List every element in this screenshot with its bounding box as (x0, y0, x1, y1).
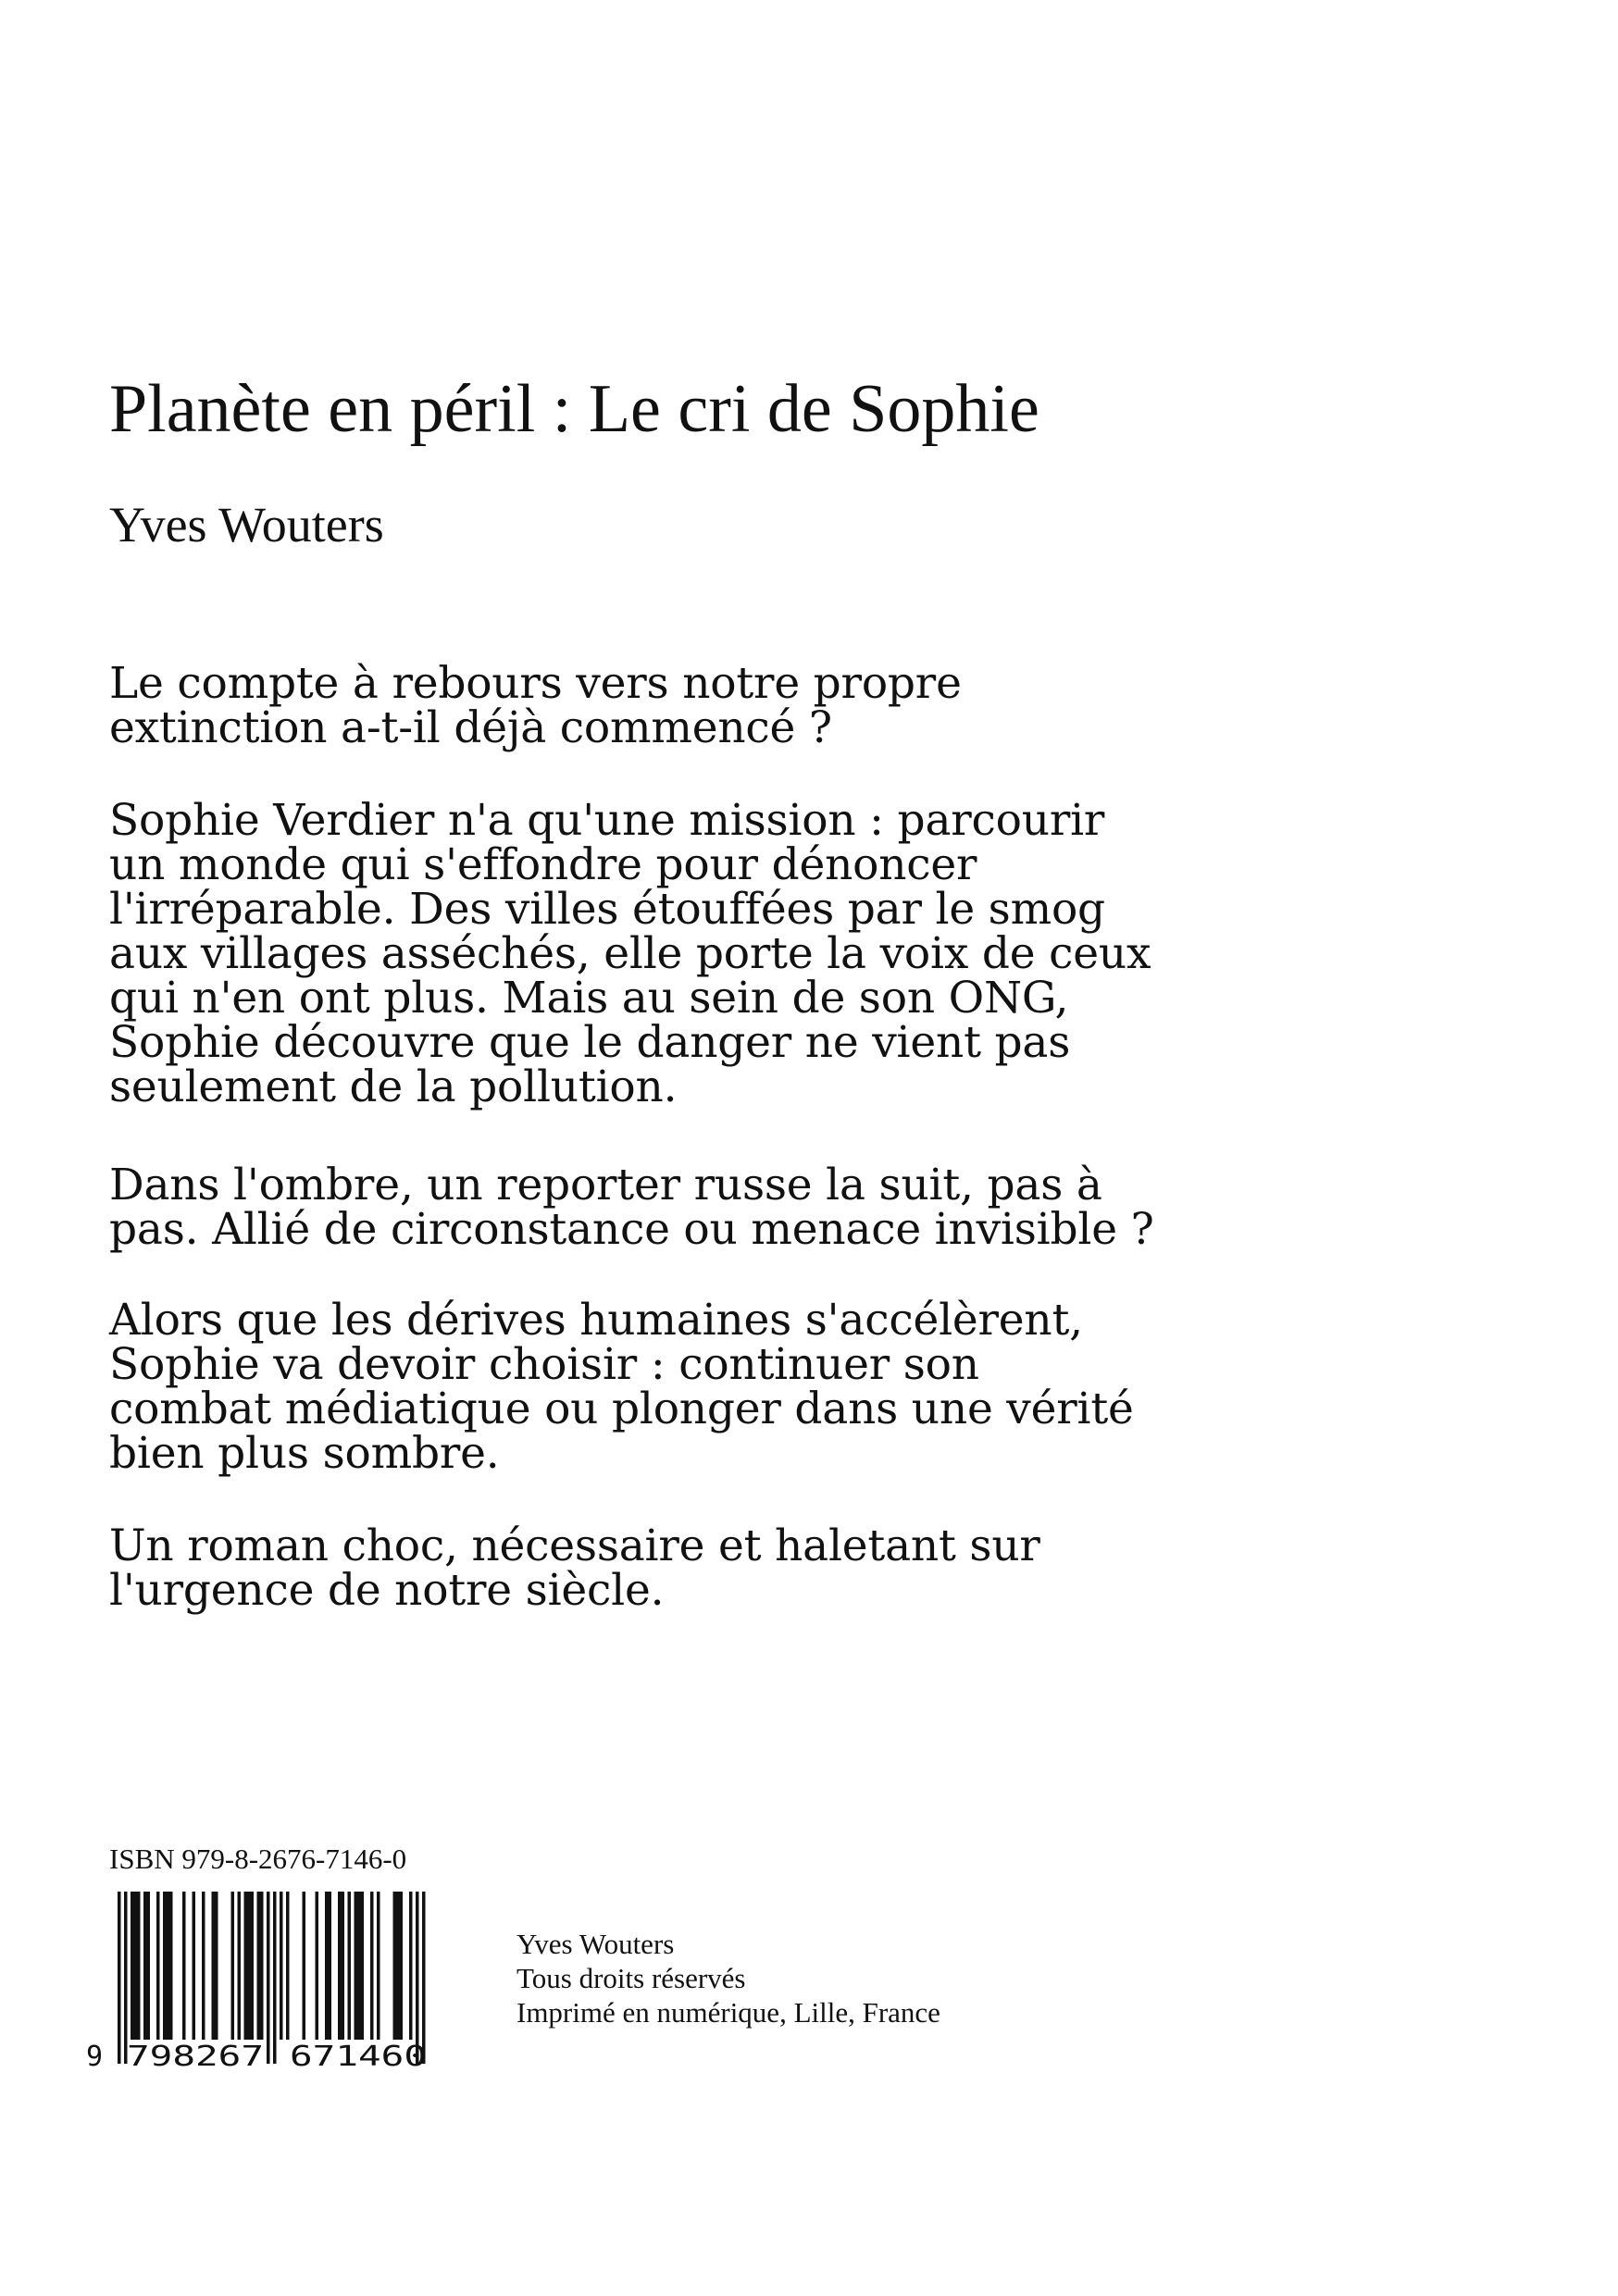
barcode-bar (156, 1892, 160, 2040)
book-author: Yves Wouters (109, 497, 384, 552)
barcode-bar (182, 1892, 186, 2040)
barcode-bar (124, 1892, 128, 2064)
barcode-bar (143, 1892, 147, 2040)
blurb-line: Le compte à rebours vers notre propre (109, 658, 962, 709)
barcode-left-digits: 798267 (127, 2041, 264, 2073)
barcode-bar (377, 1892, 380, 2040)
barcode-bar (147, 1892, 151, 2040)
blurb-line: aux villages asséchés, elle porte la voix de ceux (109, 928, 1151, 979)
barcode-bar (355, 1892, 358, 2040)
print-location: Imprimé en numérique, Lille, France (517, 1996, 940, 2029)
barcode-bar (316, 1892, 319, 2040)
blurb-line: Sophie va devoir choisir : continuer son (109, 1339, 979, 1390)
barcode-bar (260, 1892, 264, 2040)
blurb-line: pas. Allié de circonstance ou menace invisible ? (109, 1204, 1154, 1255)
barcode-bar (329, 1892, 332, 2040)
barcode-bar (137, 1892, 141, 2040)
blurb-paragraph (109, 1520, 1313, 1616)
barcode-bar (422, 1892, 426, 2064)
barcode-bar (238, 1892, 242, 2040)
blurb-line: Dans l'ombre, un reporter russe la suit, pas à (109, 1160, 1102, 1210)
barcode-bar (338, 1892, 342, 2040)
barcode-bar (267, 1892, 270, 2064)
barcode-bar (251, 1892, 255, 2040)
barcode-bar (286, 1892, 290, 2040)
book-title: Planète en péril : Le cri de Sophie (109, 371, 1039, 447)
barcode-bar (118, 1892, 121, 2064)
barcode-bar (273, 1892, 277, 2064)
barcode-bar (244, 1892, 248, 2040)
blurb-paragraph (109, 658, 1313, 753)
barcode-bar (393, 1892, 397, 2040)
publisher-name: Yves Wouters (517, 1928, 675, 1960)
barcode-bar (348, 1892, 352, 2040)
barcode-bar (416, 1892, 419, 2064)
blurb-line: seulement de la pollution. (109, 1061, 678, 1112)
blurb-line: Un roman choc, nécessaire et haletant sur (109, 1520, 1040, 1571)
blurb-line: combat médiatique ou plonger dans une vérité (109, 1384, 1134, 1434)
blurb-line: Sophie Verdier n'a qu'une mission : parcourir (109, 795, 1105, 846)
isbn-label: ISBN 979-8-2676-7146-0 (109, 1843, 407, 1875)
isbn-barcode (79, 1888, 467, 2073)
barcode-bars (118, 1892, 426, 2064)
barcode-bar (280, 1892, 283, 2040)
barcode-bar (167, 1892, 170, 2040)
barcode-right-digits: 671460 (290, 2041, 427, 2073)
blurb-line: un monde qui s'effondre pour dénoncer (109, 839, 977, 890)
barcode-bar (361, 1892, 365, 2040)
blurb-line: bien plus sombre. (109, 1428, 500, 1479)
barcode-bar (231, 1892, 235, 2040)
publisher-block (517, 1927, 940, 2029)
barcode-bar (342, 1892, 345, 2040)
blurb-paragraph (109, 1295, 1313, 1479)
barcode-bar (215, 1892, 218, 2040)
barcode-bar (396, 1892, 400, 2040)
blurb-line: l'urgence de notre siècle. (109, 1565, 665, 1616)
barcode-bar (357, 1892, 361, 2040)
barcode-bar (400, 1892, 404, 2040)
barcode-bar (131, 1892, 134, 2040)
barcode-bar (370, 1892, 374, 2040)
barcode-bar (134, 1892, 138, 2040)
blurb-line: Alors que les dérives humaines s'accélèrent, (109, 1295, 1083, 1346)
barcode-bar (409, 1892, 413, 2040)
barcode-bar (303, 1892, 306, 2040)
blurb-line: qui n'en ont plus. Mais au sein de son ONG, (109, 973, 1069, 1024)
copyright-notice: Tous droits réservés (517, 1962, 746, 1994)
barcode-lead-digit: 9 (86, 2041, 104, 2073)
barcode-bar (163, 1892, 167, 2040)
barcode-bar (202, 1892, 205, 2040)
barcode-bar (212, 1892, 216, 2040)
blurb-line: l'irréparable. Des villes étouffées par le smog (109, 884, 1105, 935)
barcode-bar (257, 1892, 261, 2040)
barcode-bar (247, 1892, 251, 2040)
blurb-paragraph (109, 795, 1313, 1112)
blurb-line: Sophie découvre que le danger ne vient pas (109, 1017, 1071, 1068)
barcode-bar (325, 1892, 329, 2040)
blurb-paragraph (109, 1160, 1313, 1255)
blurb-line: extinction a-t-il déjà commencé ? (109, 702, 832, 753)
barcode-bar (169, 1892, 173, 2040)
barcode-bar (193, 1892, 196, 2040)
